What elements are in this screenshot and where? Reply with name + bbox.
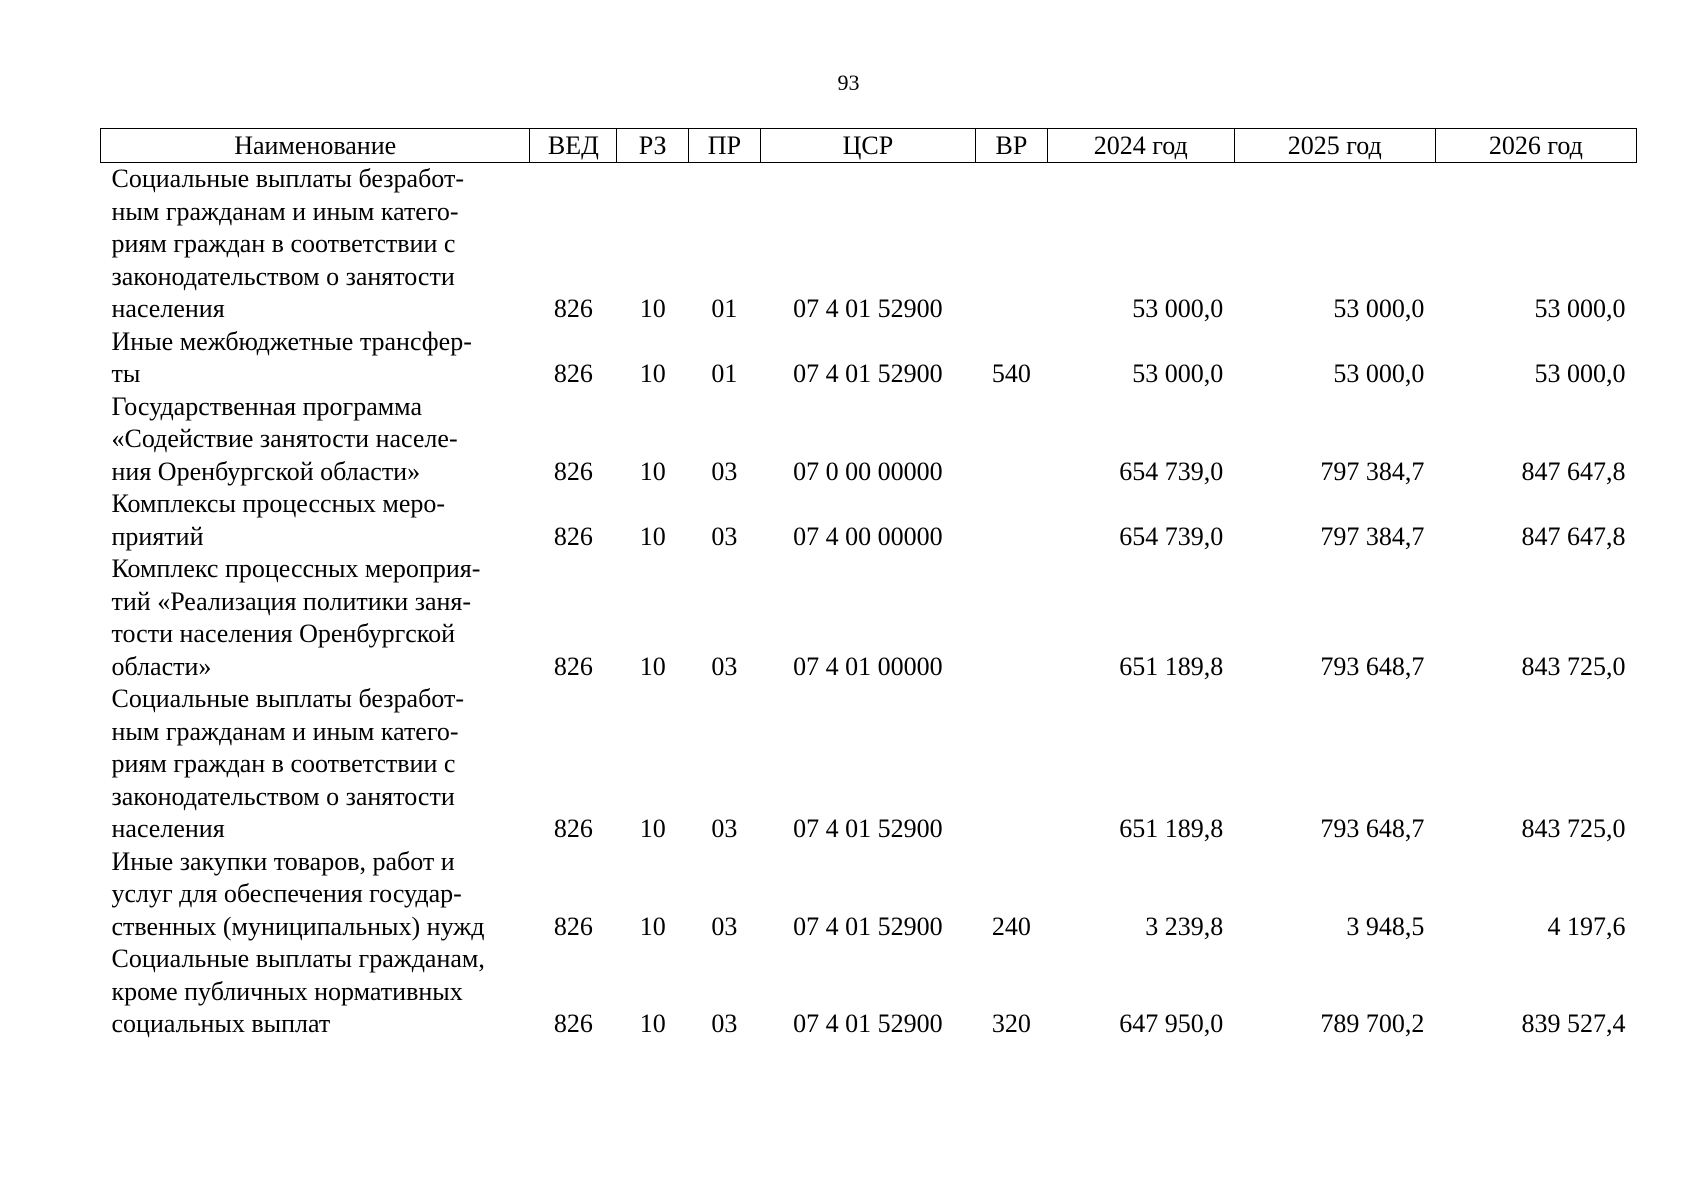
row-pr: 03 [711, 521, 738, 551]
header-2024: 2024 год [1047, 129, 1234, 163]
row-rz: 10 [639, 359, 666, 388]
page-number: 93 [837, 70, 860, 95]
row-csr: 07 4 01 52900 [793, 814, 943, 843]
row-rz: 10 [639, 294, 666, 323]
row-2024: 654 739,0 [1119, 521, 1224, 551]
row-rz: 10 [639, 911, 666, 941]
row-vr [976, 683, 1048, 846]
row-csr: 07 4 01 00000 [793, 651, 943, 681]
table-row [101, 488, 1637, 553]
row-2024: 3 239,8 [1145, 911, 1224, 941]
row-2025: 3 948,5 [1346, 911, 1425, 941]
header-2026: 2026 год [1435, 129, 1636, 163]
row-2026: 53 000,0 [1534, 359, 1626, 388]
row-2026: 843 725,0 [1521, 651, 1626, 681]
row-rz: 10 [639, 521, 666, 551]
table-header-row [101, 129, 1637, 163]
row-2026: 839 527,4 [1521, 1009, 1626, 1038]
row-2024: 647 950,0 [1119, 1009, 1224, 1038]
row-ved: 826 [553, 651, 593, 681]
row-csr: 07 4 01 52900 [793, 911, 943, 941]
row-name: Иные межбюджетные трансфер- ты [111, 326, 472, 388]
row-2025: 793 648,7 [1320, 651, 1425, 681]
header-vr: ВР [976, 129, 1048, 163]
row-pr: 03 [711, 456, 738, 486]
header-csr: ЦСР [760, 129, 975, 163]
row-2025: 789 700,2 [1320, 1009, 1425, 1038]
row-vr [976, 163, 1048, 326]
row-2024: 651 189,8 [1119, 814, 1224, 843]
row-rz: 10 [639, 1009, 666, 1038]
row-2025: 797 384,7 [1320, 521, 1425, 551]
row-pr: 01 [711, 359, 738, 388]
table-row [101, 326, 1637, 391]
row-name: Комплекс процессных мероприя- тий «Реализация политики заня- тости населения Оренбургской области» [111, 554, 481, 681]
row-ved: 826 [553, 911, 593, 941]
row-pr: 03 [711, 911, 738, 941]
row-vr: 540 [991, 359, 1031, 388]
row-name: Социальные выплаты безработ- ным гражданам и иным катего- риям граждан в соответствии с законодательством о занятости населения [111, 164, 464, 323]
row-vr [976, 488, 1048, 553]
row-2024: 53 000,0 [1132, 294, 1224, 323]
table-row [101, 846, 1637, 944]
row-pr: 03 [711, 1009, 738, 1038]
row-vr: 320 [991, 1009, 1031, 1038]
table-row [101, 683, 1637, 846]
row-2026: 847 647,8 [1521, 521, 1626, 551]
table-row [101, 943, 1637, 1041]
table-row [101, 391, 1637, 489]
row-name: Иные закупки товаров, работ и услуг для обеспечения государ- ственных (муниципальных) нужд [111, 846, 485, 941]
row-rz: 10 [639, 814, 666, 843]
header-pr: ПР [689, 129, 761, 163]
row-csr: 07 4 00 00000 [793, 521, 943, 551]
row-2026: 4 197,6 [1547, 911, 1626, 941]
budget-table [100, 128, 1637, 1041]
row-ved: 826 [553, 814, 593, 843]
row-csr: 07 4 01 52900 [793, 1009, 943, 1038]
row-csr: 07 4 01 52900 [793, 294, 943, 323]
row-name: Социальные выплаты гражданам, кроме публичных нормативных социальных выплат [111, 944, 485, 1038]
row-2024: 53 000,0 [1132, 359, 1224, 388]
table-row [101, 163, 1637, 326]
header-ved: ВЕД [530, 129, 617, 163]
row-2026: 843 725,0 [1521, 814, 1626, 843]
header-name: Наименование [101, 129, 530, 163]
row-name: Государственная программа «Содействие занятости населе- ния Оренбургской области» [111, 391, 458, 486]
row-ved: 826 [553, 521, 593, 551]
row-ved: 826 [553, 294, 593, 323]
header-2025: 2025 год [1234, 129, 1435, 163]
row-csr: 07 4 01 52900 [793, 359, 943, 388]
row-csr: 07 0 00 00000 [793, 456, 943, 486]
row-2025: 797 384,7 [1320, 456, 1425, 486]
row-name: Социальные выплаты безработ- ным гражданам и иным катего- риям граждан в соответствии с законодательством о занятости населения [111, 684, 464, 843]
row-2025: 53 000,0 [1333, 294, 1425, 323]
row-ved: 826 [553, 359, 593, 388]
row-2026: 847 647,8 [1521, 456, 1626, 486]
row-2025: 53 000,0 [1333, 359, 1425, 388]
row-2024: 654 739,0 [1119, 456, 1224, 486]
row-vr [976, 553, 1048, 683]
row-2024: 651 189,8 [1119, 651, 1224, 681]
header-rz: РЗ [617, 129, 689, 163]
row-vr [976, 391, 1048, 489]
row-pr: 01 [711, 294, 738, 323]
row-ved: 826 [553, 456, 593, 486]
row-rz: 10 [639, 651, 666, 681]
table-row [101, 553, 1637, 683]
row-vr: 240 [991, 911, 1031, 941]
row-pr: 03 [711, 651, 738, 681]
row-name: Комплексы процессных меро- приятий [111, 489, 446, 551]
row-ved: 826 [553, 1009, 593, 1038]
row-rz: 10 [639, 456, 666, 486]
row-2026: 53 000,0 [1534, 294, 1626, 323]
row-2025: 793 648,7 [1320, 814, 1425, 843]
row-pr: 03 [711, 814, 738, 843]
